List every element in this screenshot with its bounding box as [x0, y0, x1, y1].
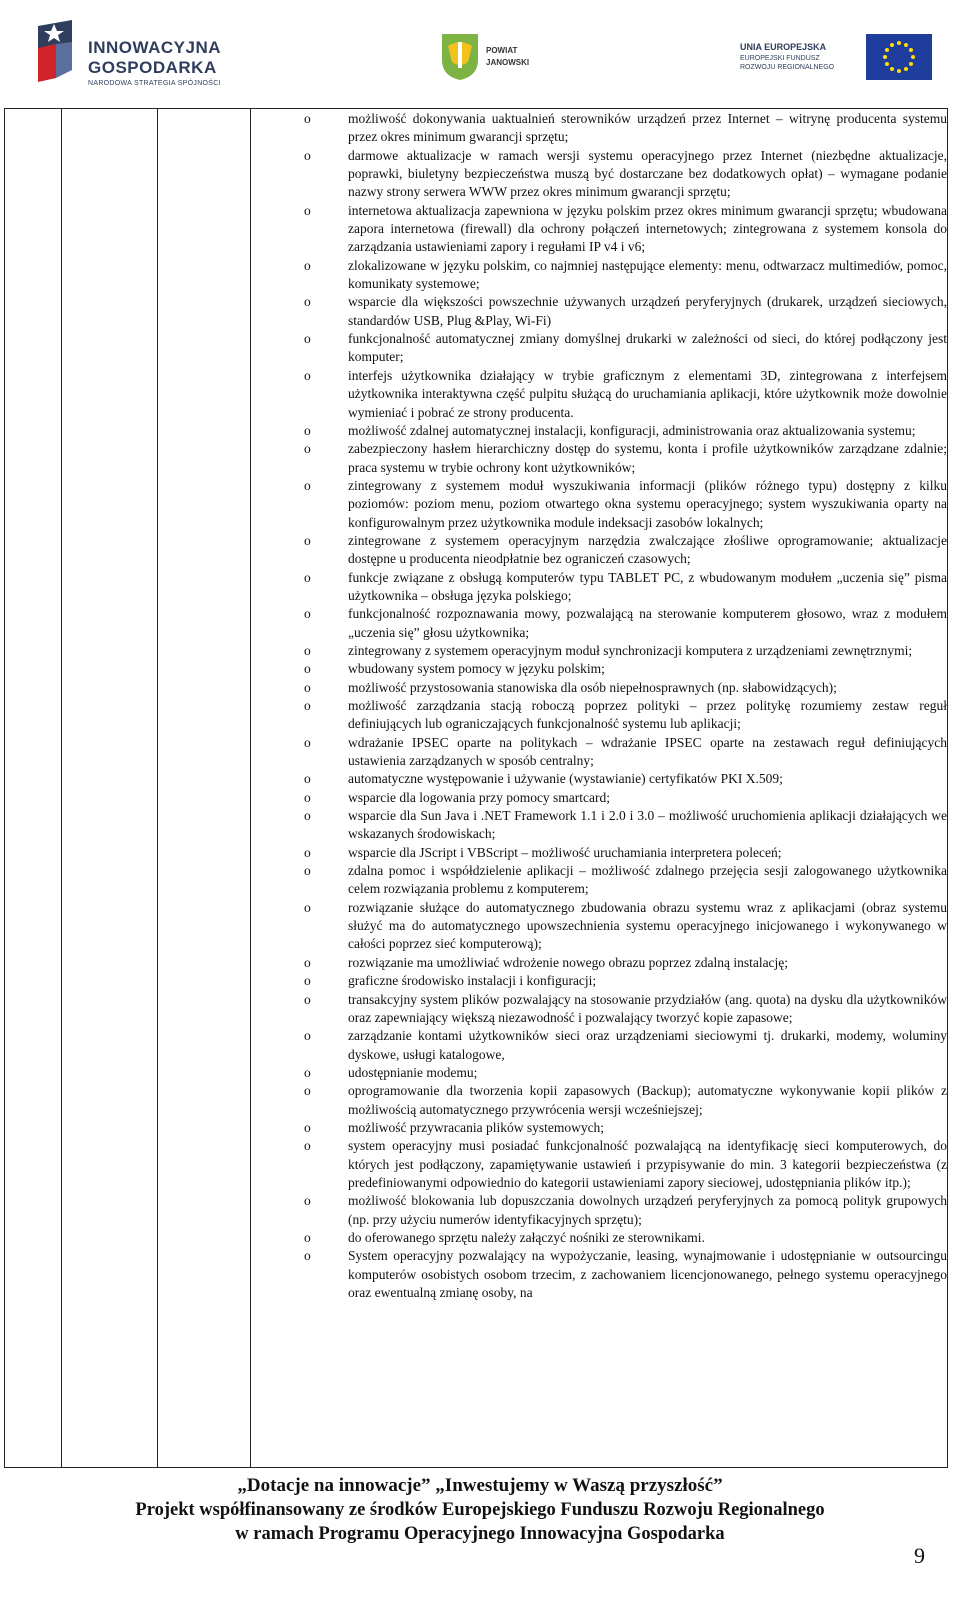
bullet-marker: o — [304, 789, 311, 805]
bullet-marker: o — [304, 422, 311, 438]
bullet-marker: o — [304, 954, 311, 970]
bullet-marker: o — [304, 532, 311, 548]
table-border-right — [947, 108, 948, 1468]
list-item-text: internetowa aktualizacja zapewniona w języku polskim przez okres minimum gwarancji sprzętu; wbudowana zapora internetowa (firewall) dla ochrony połączeń internetowych; zintegrowana z systemem konsola do zarządzania ustawieniami zapory i regułami IP v4 i v6; — [348, 202, 947, 255]
list-item — [304, 1119, 947, 1137]
list-item — [304, 440, 947, 477]
list-item-text: do oferowanego sprzętu należy załączyć nośniki ze sterownikami. — [348, 1229, 705, 1245]
list-item-text: zlokalizowane w języku polskim, co najmniej następujące elementy: menu, odtwarzacz multimediów, pomoc, komunikaty systemowe; — [348, 257, 947, 292]
logo-text-line2: JANOWSKI — [486, 58, 530, 67]
list-item-text: interfejs użytkownika działający w trybie graficznym z elementami 3D, zintegrowana z interfejsem użytkownika interaktywna część pulpitu służącą do uruchamiania aplikacji, które użytkownik może dowolnie wymieniać i pobrać ze strony producenta. — [348, 367, 947, 420]
list-item — [304, 642, 947, 660]
bullet-marker: o — [304, 1138, 311, 1154]
logo-text-line1: INNOWACYJNA — [88, 38, 222, 57]
bullet-marker: o — [304, 642, 311, 658]
list-item-text: funkcjonalność rozpoznawania mowy, pozwalającą na sterowanie komputerem głosowo, wraz z modułem „uczenia się” głosu użytkownika; — [348, 606, 947, 640]
bullet-marker: o — [304, 111, 311, 126]
list-item — [304, 660, 947, 678]
requirements-list — [304, 110, 947, 1302]
list-item-text: udostępnianie modemu; — [348, 1064, 478, 1080]
list-item-text: wsparcie dla JScript i VBScript – możliwość uruchamiania interpretera poleceń; — [348, 844, 782, 860]
list-item-text: funkcje związane z obsługą komputerów typu TABLET PC, z wbudowanym modułem „uczenia się” pisma użytkownika – obsługa języka polskiego; — [348, 569, 947, 603]
bullet-marker: o — [304, 679, 311, 695]
list-item — [304, 991, 947, 1028]
list-item — [304, 679, 947, 697]
list-item — [304, 1082, 947, 1119]
table-column-divider — [250, 108, 251, 1468]
list-item — [304, 807, 947, 844]
table-column-divider — [61, 108, 62, 1468]
list-item-text: możliwość dokonywania uaktualnień sterowników urządzeń przez Internet – witrynę producenta systemu przez okres minimum gwarancji sprzętu; — [348, 111, 947, 145]
logo-text-line1: POWIAT — [486, 46, 518, 55]
table-border-bottom — [4, 1467, 948, 1468]
list-item-text: zabezpieczony hasłem hierarchiczny dostęp do systemu, konta i profile użytkowników zarządzane zdalnie; praca systemu w trybie ochrony kont użytkowników; — [348, 441, 947, 475]
list-item-text: zdalna pomoc i współdzielenie aplikacji – możliwość zdalnego przejęcia sesji zalogowanego użytkownika celem rozwiązania problemu z komputerem; — [348, 863, 947, 897]
list-item-text: wsparcie dla Sun Java i .NET Framework 1.1 i 2.0 i 3.0 – możliwość uruchomienia aplikacji działających we wskazanych środowiskach; — [348, 808, 947, 842]
bullet-marker: o — [304, 991, 311, 1007]
bullet-marker: o — [304, 147, 311, 163]
list-item-text: graficzne środowisko instalacji i konfiguracji; — [348, 973, 597, 989]
bullet-marker: o — [304, 973, 311, 989]
list-item-text: możliwość zdalnej automatycznej instalacji, konfiguracji, administrowania oraz aktualizowania systemu; — [348, 422, 916, 438]
list-item — [304, 770, 947, 788]
bullet-marker: o — [304, 569, 311, 585]
list-item — [304, 789, 947, 807]
list-item-text: wdrażanie IPSEC oparte na politykach – wdrażanie IPSEC oparte na zestawach reguł definiujących ustawienia zarządzanych w sposób centralny; — [348, 734, 947, 769]
list-item-text: wsparcie dla większości powszechnie używanych urządzeń peryferyjnych (drukarek, urządzeń sieciowych, standardów USB, Plug &Play, Wi-Fi) — [348, 294, 947, 328]
logo-text-line2: GOSPODARKA — [88, 58, 217, 77]
list-item — [304, 697, 947, 734]
bullet-marker: o — [304, 331, 311, 347]
list-item-text: zintegrowane z systemem operacyjnym narzędzia zwalczające złośliwe oprogramowanie; aktualizacje dostępne u producenta nieodpłatnie bez ograniczeń czasowych; — [348, 532, 947, 567]
logo-text-line3: NARODOWA STRATEGIA SPÓJNOŚCI — [88, 80, 221, 87]
list-item — [304, 1192, 947, 1229]
list-item — [304, 862, 947, 899]
list-item — [304, 1027, 947, 1064]
bullet-marker: o — [304, 771, 311, 787]
bullet-marker: o — [304, 734, 311, 750]
page-number: 9 — [914, 1543, 925, 1568]
list-item — [304, 110, 947, 147]
list-item-text: rozwiązanie służące do automatycznego zbudowania obrazu systemu wraz z aplikacjami (obraz systemu służyć ma do automatycznego upowszechnienia systemu operacyjnego inicjowanego i wykonywanego w całości poprzez sieć komputerową); — [348, 899, 947, 952]
list-item — [304, 734, 947, 771]
list-item — [304, 330, 947, 367]
bullet-marker: o — [304, 294, 311, 310]
list-item — [304, 972, 947, 990]
bullet-marker: o — [304, 1064, 311, 1080]
list-item-text: oprogramowanie dla tworzenia kopii zapasowych (Backup); automatyczne wykonywanie kopii plików z możliwością automatycznego przywrócenia wersji wcześniejszej; — [348, 1083, 947, 1117]
list-item — [304, 1064, 947, 1082]
bullet-marker: o — [304, 899, 311, 915]
list-item — [304, 257, 947, 294]
bullet-marker: o — [304, 1028, 311, 1044]
list-item — [304, 954, 947, 972]
requirements-cell — [304, 110, 947, 1302]
bullet-marker: o — [304, 606, 311, 622]
list-item — [304, 147, 947, 202]
list-item-text: możliwość zarządzania stacją roboczą poprzez polityki – przez politykę rozumiemy zestaw reguł definiujących lub ograniczających funkcjonalność systemu lub aplikacji; — [348, 698, 947, 732]
powiat-janowski-logo — [440, 32, 550, 82]
list-item — [304, 367, 947, 422]
bullet-marker: o — [304, 863, 311, 879]
powiat-janowski-shield-icon — [440, 32, 480, 82]
table-border-top — [4, 108, 948, 109]
bullet-marker: o — [304, 844, 311, 860]
bullet-marker: o — [304, 1193, 311, 1209]
bullet-marker: o — [304, 1083, 311, 1099]
innowacyjna-gospodarka-logo — [32, 18, 247, 88]
list-item-text: rozwiązanie ma umożliwiać wdrożenie nowego obrazu poprzez zdalną instalację; — [348, 954, 789, 970]
list-item-text: zintegrowany z systemem operacyjnym moduł synchronizacji komputera z urządzeniami zewnętrznymi; — [348, 642, 913, 658]
bullet-marker: o — [304, 257, 311, 273]
footer-programme: w ramach Programu Operacyjnego Innowacyjna Gospodarka — [235, 1524, 725, 1544]
bullet-marker: o — [304, 698, 311, 713]
list-item-text: wsparcie dla logowania przy pomocy smartcard; — [348, 789, 611, 805]
bullet-marker: o — [304, 661, 311, 677]
eu-erdf-logo — [740, 34, 935, 84]
list-item — [304, 532, 947, 569]
bullet-marker: o — [304, 367, 311, 383]
list-item-text: automatyczne występowanie i używanie (wystawianie) certyfikatów PKI X.509; — [348, 771, 783, 787]
table-border-left — [4, 108, 5, 1468]
list-item-text: darmowe aktualizacje w ramach wersji systemu operacyjnego przez Internet (niezbędne aktualizacje, poprawki, biuletyny bezpieczeństwa muszą być dostarczane bez dodatkowych opłat) – wymagane podanie nazwy strony serwera WWW przez okres minimum gwarancji sprzętu; — [348, 147, 947, 200]
list-item-text: system operacyjny musi posiadać funkcjonalność pozwalającą na identyfikację sieci komputerowych, do których jest podłączony, zapamiętywanie ustawień i przypisywanie do min. 3 kategorii bezpieczeństwa (z predefiniowanymi odpowiednio do kategorii ustawieniami zapory sieciowej, udostępniania plików itp.); — [348, 1138, 947, 1190]
list-item-text: możliwość przywracania plików systemowych; — [348, 1119, 605, 1135]
list-item — [304, 1137, 947, 1192]
list-item-text: funkcjonalność automatycznej zmiany domyślnej drukarki w zależności od sieci, do której podłączony jest komputer; — [348, 331, 947, 365]
logo-text-line2: EUROPEJSKI FUNDUSZ — [740, 55, 820, 62]
eu-flag-icon — [866, 34, 932, 80]
bullet-marker: o — [304, 1119, 311, 1135]
list-item — [304, 422, 947, 440]
logo-text-line3: ROZWOJU REGIONALNEGO — [740, 64, 835, 71]
list-item — [304, 605, 947, 642]
page-header — [0, 0, 960, 100]
bullet-marker: o — [304, 1229, 311, 1245]
list-item-text: zarządzanie kontami użytkowników sieci oraz urządzeniami sieciowymi tj. drukarki, modemy, woluminy dyskowe, usługi katalogowe, — [348, 1028, 947, 1062]
list-item — [304, 569, 947, 606]
list-item — [304, 844, 947, 862]
list-item — [304, 899, 947, 954]
logo-text-line1: UNIA EUROPEJSKA — [740, 42, 827, 52]
bullet-marker: o — [304, 441, 311, 457]
list-item-text: możliwość przystosowania stanowiska dla osób niepełnosprawnych (np. słabowidzących); — [348, 679, 837, 695]
list-item-text: wbudowany system pomocy w języku polskim; — [348, 661, 605, 677]
list-item — [304, 293, 947, 330]
bullet-marker: o — [304, 477, 311, 493]
footer-slogan: „Dotacje na innowacje” „Inwestujemy w Waszą przyszłość” — [237, 1475, 723, 1496]
list-item-text: zintegrowany z systemem moduł wyszukiwania informacji (plików różnego typu) dostępny z kilku poziomów: poziom menu, poziom otwartego okna systemu operacyjnego; system wyszukiwania oparty na konfigurowalnym przez użytkownika module indeksacji zasobów lokalnych; — [348, 477, 947, 530]
list-item — [304, 1229, 947, 1247]
table-column-divider — [157, 108, 158, 1468]
footer-cofinancing: Projekt współfinansowany ze środków Europejskiego Funduszu Rozwoju Regionalnego — [135, 1500, 825, 1520]
list-item — [304, 477, 947, 532]
innowacyjna-gospodarka-flag-icon — [32, 18, 80, 88]
bullet-marker: o — [304, 202, 311, 218]
list-item-text: System operacyjny pozwalający na wypożyczanie, leasing, wynajmowanie i udostępnianie w outsourcingu komputerów osobistych osobom trzecim, z zachowaniem licencjonowanego, pełnego systemu operacyjnego oraz ewentualną zmianę osoby, na — [348, 1248, 947, 1300]
list-item — [304, 202, 947, 257]
list-item — [304, 1247, 947, 1302]
bullet-marker: o — [304, 808, 311, 824]
bullet-marker: o — [304, 1248, 311, 1264]
list-item-text: możliwość blokowania lub dopuszczania dowolnych urządzeń peryferyjnych za pomocą polityk grupowych (np. przy użyciu numerów identyfikacyjnych sprzętu); — [348, 1193, 947, 1227]
list-item-text: transakcyjny system plików pozwalający na stosowanie przydziałów (ang. quota) na dysku dla użytkowników oraz zapewniający większą niezawodność i pozwalający tworzyć kopie zapasowe; — [348, 991, 947, 1025]
